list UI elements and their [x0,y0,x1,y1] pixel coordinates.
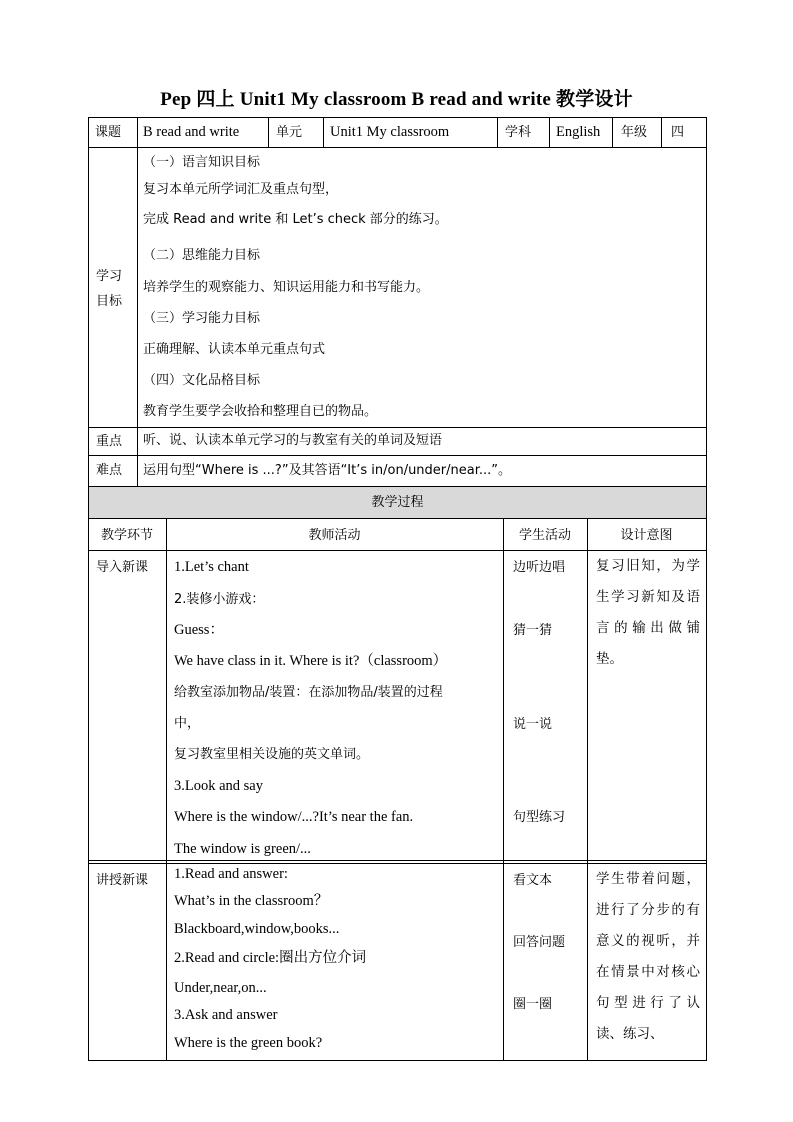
objective-heading: （四）文化品格目标 [143,373,261,388]
table-border [503,518,504,1060]
unit-label: 单元 [276,125,303,140]
teacher-activity-line: What’s in the classroom？ [174,893,329,909]
teacher-activity-line: The window is green/... [174,841,311,857]
teacher-activity-line: Under,near,on... [174,980,267,996]
grade-value: 四 [671,125,685,140]
design-intent: 学生带着问题，进行了分步的有意义的视听，并在情景中对核心句型进行了认读、练习、 [596,871,700,1042]
column-header-stage: 教学环节 [100,528,153,543]
key-point-label: 重点 [96,434,123,449]
table-border [706,486,707,1061]
teacher-activity-line: 复习教室里相关设施的英文单词。 [174,747,370,762]
table-border [268,117,269,147]
table-border [88,455,707,456]
objective-heading: （二）思维能力目标 [143,248,261,263]
document-title: Pep 四上 Unit1 My classroom B read and write 教学设计 [160,89,633,110]
table-border [88,518,707,519]
student-activity: 猜一猜 [513,623,553,638]
objective-heading: （三）学习能力目标 [143,311,261,326]
teacher-activity-line: 2.Read and circle:圈出方位介词 [174,950,367,966]
table-border [88,1060,707,1061]
table-border [661,117,662,147]
teacher-activity-line: 2.装修小游戏： [174,592,265,607]
table-border [88,427,707,428]
teacher-activity-line: 1.Let’s chant [174,559,249,575]
table-border [587,518,588,1060]
table-border [88,117,707,118]
unit-value: Unit1 My classroom [330,124,450,140]
table-border [88,486,89,1061]
difficulty-label: 难点 [96,463,123,478]
teacher-activity-line: 1.Read and answer: [174,866,288,882]
teacher-activity-line: We have class in it. Where is it?（classroom） [174,653,448,669]
student-activity: 看文本 [513,873,553,888]
student-activity: 圈一圈 [513,997,553,1012]
process-band-title: 教学过程 [371,495,424,510]
table-border [88,147,707,148]
teacher-activity-line: 3.Look and say [174,778,263,794]
teacher-activity-line: 3.Ask and answer [174,1007,278,1023]
table-border [88,860,707,861]
objective-line: 教育学生要学会收拾和整理自已的物品。 [143,404,378,419]
grade-label: 年级 [621,125,648,140]
table-border [706,117,707,487]
column-header-intent: 设计意图 [620,528,673,543]
subject-label: 学科 [505,125,532,140]
objective-line: 复习本单元所学词汇及重点句型， [143,182,339,197]
objectives-label: 目标 [96,294,123,309]
student-activity: 回答问题 [513,935,566,950]
objectives-label: 学习 [96,269,123,284]
subject-value: English [556,124,601,140]
teacher-activity-line: Where is the window/...?It’s near the fan. [174,809,414,825]
teacher-activity-line: Blackboard,window,books... [174,921,340,937]
table-border [166,518,167,1060]
topic-value: B read and write [143,124,240,140]
topic-label: 课题 [95,125,122,140]
table-border [323,117,324,147]
design-intent: 复习旧知，为学生学习新知及语言的输出做铺垫。 [596,558,700,667]
key-point-text: 听、说、认读本单元学习的与教室有关的单词及短语 [143,433,443,448]
stage-label: 导入新课 [96,560,149,575]
stage-label: 讲授新课 [96,873,149,888]
objective-heading: （一）语言知识目标 [143,155,261,170]
student-activity: 边听边唱 [513,560,566,575]
objective-line: 正确理解、认读本单元重点句式 [143,342,326,357]
column-header-student: 学生活动 [518,528,571,543]
teacher-activity-line: 中， [174,716,201,731]
difficulty-text: 运用句型“Where is ...?”及其答语“It’s in/on/under/near...”。 [143,463,512,478]
table-border [137,117,138,487]
objective-line: 完成 Read and write 和 Let’s check 部分的练习。 [143,212,448,227]
teacher-activity-line: Guess： [174,622,224,638]
student-activity: 说一说 [513,717,553,732]
teacher-activity-line: Where is the green book? [174,1035,323,1051]
table-border [88,117,89,487]
table-border [497,117,498,147]
student-activity: 句型练习 [513,810,566,825]
teacher-activity-line: 给教室添加物品/装置：在添加物品/装置的过程 [174,685,443,700]
table-border [549,117,550,147]
table-border [612,117,613,147]
column-header-teacher: 教师活动 [308,528,361,543]
objective-line: 培养学生的观察能力、知识运用能力和书写能力。 [143,280,430,295]
